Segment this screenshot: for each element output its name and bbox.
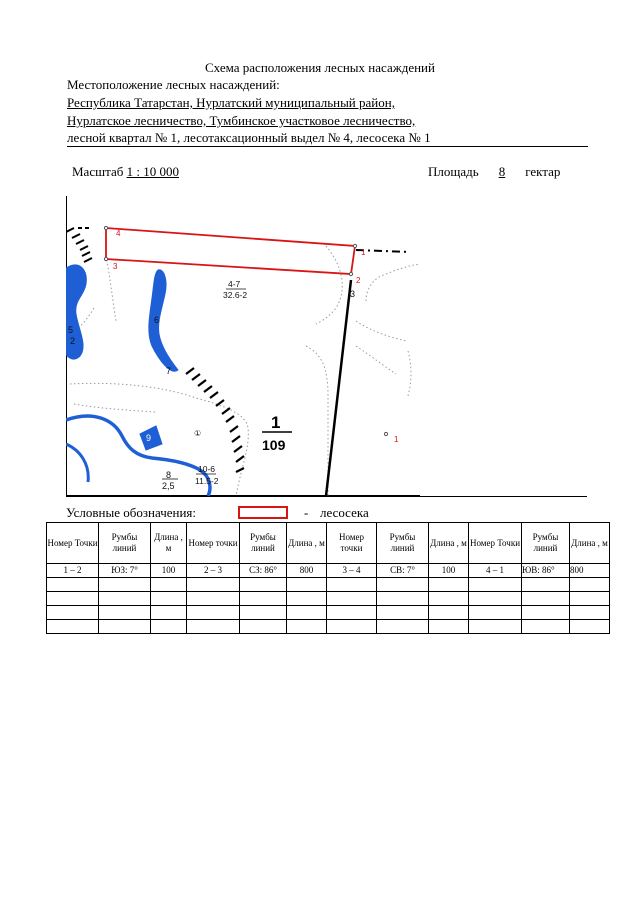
plot-9-label: 9	[146, 433, 152, 443]
location-line-3: лесной квартал № 1, лесотаксационный выдел № 4, лесосека № 1	[67, 130, 431, 145]
cell-point-2: 2 – 3	[187, 564, 240, 578]
scale-row	[72, 164, 179, 180]
header-point-2: Номер точки	[187, 523, 240, 564]
cell-bearing-2: СЗ: 86°	[240, 564, 287, 578]
table-row-empty	[47, 592, 610, 606]
parcel-4-7-top: 4-7	[228, 279, 241, 289]
point-1-label: 1	[361, 248, 366, 257]
document-title: Схема расположения лесных насаждений	[205, 60, 435, 75]
cell-length-2: 800	[287, 564, 327, 578]
parcel-10-6-bottom: 11.5-2	[195, 476, 219, 486]
area-value: 8	[498, 164, 506, 179]
parcel-10-6-top: 10-6	[198, 464, 216, 474]
location-line-1: Республика Татарстан, Нурлатский муниципальный район,	[67, 95, 395, 110]
legend-label: Условные обозначения:	[66, 505, 197, 520]
header-bearing-4: Румбы линий	[522, 523, 570, 564]
plot-5-top: 5	[68, 325, 74, 335]
cell-bearing-3: СВ: 7°	[377, 564, 429, 578]
header-bearing-1: Румбы линий	[99, 523, 151, 564]
header-bearing-2: Румбы линий	[240, 523, 287, 564]
header-length-1: Длина , м	[151, 523, 187, 564]
right-point-label: 1	[394, 435, 399, 444]
plot-5-bottom: 2	[70, 336, 76, 346]
header-point-4: Номер Точки	[469, 523, 522, 564]
area-unit: гектар	[525, 164, 561, 179]
table-row-empty	[47, 606, 610, 620]
cell-length-4: 800	[570, 564, 610, 578]
plot-6-label: 6	[154, 315, 160, 325]
quarter-number: 1	[271, 413, 281, 432]
header-bearing-3: Румбы линий	[377, 523, 429, 564]
area-label: Площадь	[428, 164, 479, 179]
forest-map	[66, 196, 420, 496]
parcel-4-7-bottom: 32.6-2	[223, 290, 248, 300]
table-row	[47, 564, 610, 578]
table-header-row	[47, 523, 610, 564]
area-row	[428, 164, 560, 180]
corner-4-label: 4	[116, 229, 121, 238]
location-underline	[67, 146, 588, 147]
scale-value: 1 : 10 000	[126, 164, 179, 179]
legend-felling-symbol	[238, 506, 288, 519]
point-3-label: 3	[350, 289, 356, 299]
table-row-empty	[47, 578, 610, 592]
center-mark: ①	[194, 429, 202, 438]
quarter-area: 109	[262, 437, 286, 453]
header-length-3: Длина , м	[429, 523, 469, 564]
location-line-2: Нурлатское лесничество, Тумбинское участковое лесничество,	[67, 113, 416, 128]
location-heading: Местоположение лесных насаждений:	[67, 77, 280, 92]
header-length-4: Длина , м	[570, 523, 610, 564]
cell-point-1: 1 – 2	[47, 564, 99, 578]
cell-length-1: 100	[151, 564, 187, 578]
point-2-label: 2	[356, 276, 361, 285]
boundary-points-table	[46, 522, 610, 634]
table-row-empty	[47, 620, 610, 634]
plot-8-top: 8	[166, 470, 172, 480]
cell-point-3: 3 – 4	[327, 564, 377, 578]
scale-label: Масштаб	[72, 164, 124, 179]
header-length-2: Длина , м	[287, 523, 327, 564]
header-point-1: Номер Точки	[47, 523, 99, 564]
plot-7-label: 7	[166, 366, 172, 376]
legend-dash: -	[304, 505, 309, 520]
cell-bearing-1: ЮЗ: 7°	[99, 564, 151, 578]
cell-point-4: 4 – 1	[469, 564, 522, 578]
cell-length-3: 100	[429, 564, 469, 578]
cell-bearing-4: ЮВ: 86°	[522, 564, 570, 578]
legend-item-label: лесосека	[320, 505, 369, 520]
map-bottom-rule	[66, 496, 587, 497]
corner-3-label: 3	[113, 262, 118, 271]
plot-8-bottom: 2,5	[162, 481, 175, 491]
header-point-3: Номер точки	[327, 523, 377, 564]
